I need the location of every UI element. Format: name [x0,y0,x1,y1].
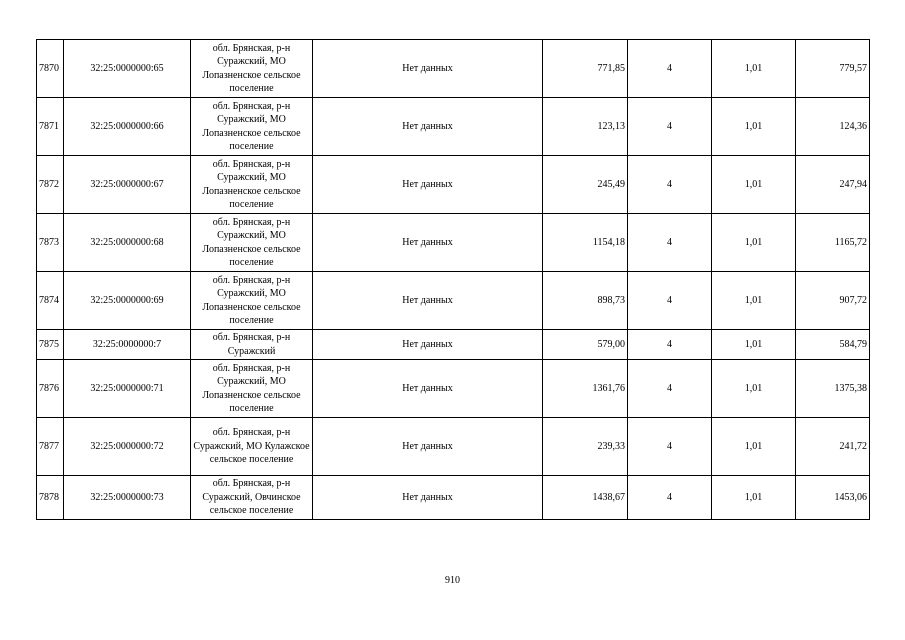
count-cell: 4 [628,360,712,418]
table-row [37,214,870,272]
cadastral-number-cell: 32:25:0000000:66 [64,98,191,156]
cadastral-number-cell: 32:25:0000000:68 [64,214,191,272]
status-cell: Нет данных [313,476,543,520]
table-row [37,156,870,214]
registry-table [36,39,870,520]
coefficient-cell: 1,01 [712,40,796,98]
row-number-cell: 7871 [37,98,64,156]
table-row [37,476,870,520]
status-cell: Нет данных [313,330,543,360]
coefficient-cell: 1,01 [712,214,796,272]
value-cell: 1361,76 [543,360,628,418]
coefficient-cell: 1,01 [712,156,796,214]
total-cell: 779,57 [796,40,870,98]
address-cell: обл. Брянская, р-н Суражский, МО Лопазненское сельское поселение [191,98,313,156]
value-cell: 239,33 [543,418,628,476]
status-cell: Нет данных [313,156,543,214]
cadastral-number-cell: 32:25:0000000:67 [64,156,191,214]
total-cell: 584,79 [796,330,870,360]
count-cell: 4 [628,156,712,214]
value-cell: 1438,67 [543,476,628,520]
total-cell: 241,72 [796,418,870,476]
count-cell: 4 [628,98,712,156]
value-cell: 123,13 [543,98,628,156]
page-number: 910 [445,575,460,586]
status-cell: Нет данных [313,98,543,156]
coefficient-cell: 1,01 [712,418,796,476]
row-number-cell: 7875 [37,330,64,360]
row-number-cell: 7877 [37,418,64,476]
coefficient-cell: 1,01 [712,476,796,520]
total-cell: 247,94 [796,156,870,214]
cadastral-number-cell: 32:25:0000000:69 [64,272,191,330]
cadastral-number-cell: 32:25:0000000:65 [64,40,191,98]
table-row [37,418,870,476]
address-cell: обл. Брянская, р-н Суражский, МО Кулажское сельское поселение [191,418,313,476]
registry-table-body [37,40,870,520]
row-number-cell: 7873 [37,214,64,272]
cadastral-number-cell: 32:25:0000000:7 [64,330,191,360]
address-cell: обл. Брянская, р-н Суражский, МО Лопазненское сельское поселение [191,360,313,418]
value-cell: 1154,18 [543,214,628,272]
count-cell: 4 [628,272,712,330]
address-cell: обл. Брянская, р-н Суражский, МО Лопазненское сельское поселение [191,214,313,272]
total-cell: 1453,06 [796,476,870,520]
table-row [37,360,870,418]
row-number-cell: 7872 [37,156,64,214]
status-cell: Нет данных [313,418,543,476]
address-cell: обл. Брянская, р-н Суражский, МО Лопазненское сельское поселение [191,272,313,330]
status-cell: Нет данных [313,272,543,330]
count-cell: 4 [628,40,712,98]
coefficient-cell: 1,01 [712,272,796,330]
status-cell: Нет данных [313,40,543,98]
coefficient-cell: 1,01 [712,98,796,156]
value-cell: 771,85 [543,40,628,98]
total-cell: 1375,38 [796,360,870,418]
table-row [37,98,870,156]
value-cell: 579,00 [543,330,628,360]
address-cell: обл. Брянская, р-н Суражский [191,330,313,360]
document-sheet [36,39,869,520]
address-cell: обл. Брянская, р-н Суражский, Овчинское сельское поселение [191,476,313,520]
coefficient-cell: 1,01 [712,330,796,360]
table-row [37,40,870,98]
count-cell: 4 [628,418,712,476]
cadastral-number-cell: 32:25:0000000:72 [64,418,191,476]
count-cell: 4 [628,214,712,272]
row-number-cell: 7870 [37,40,64,98]
row-number-cell: 7878 [37,476,64,520]
status-cell: Нет данных [313,214,543,272]
cadastral-number-cell: 32:25:0000000:71 [64,360,191,418]
count-cell: 4 [628,330,712,360]
table-row [37,272,870,330]
total-cell: 124,36 [796,98,870,156]
address-cell: обл. Брянская, р-н Суражский, МО Лопазненское сельское поселение [191,156,313,214]
value-cell: 898,73 [543,272,628,330]
cadastral-number-cell: 32:25:0000000:73 [64,476,191,520]
total-cell: 907,72 [796,272,870,330]
total-cell: 1165,72 [796,214,870,272]
status-cell: Нет данных [313,360,543,418]
value-cell: 245,49 [543,156,628,214]
count-cell: 4 [628,476,712,520]
coefficient-cell: 1,01 [712,360,796,418]
address-cell: обл. Брянская, р-н Суражский, МО Лопазненское сельское поселение [191,40,313,98]
table-row [37,330,870,360]
row-number-cell: 7874 [37,272,64,330]
row-number-cell: 7876 [37,360,64,418]
